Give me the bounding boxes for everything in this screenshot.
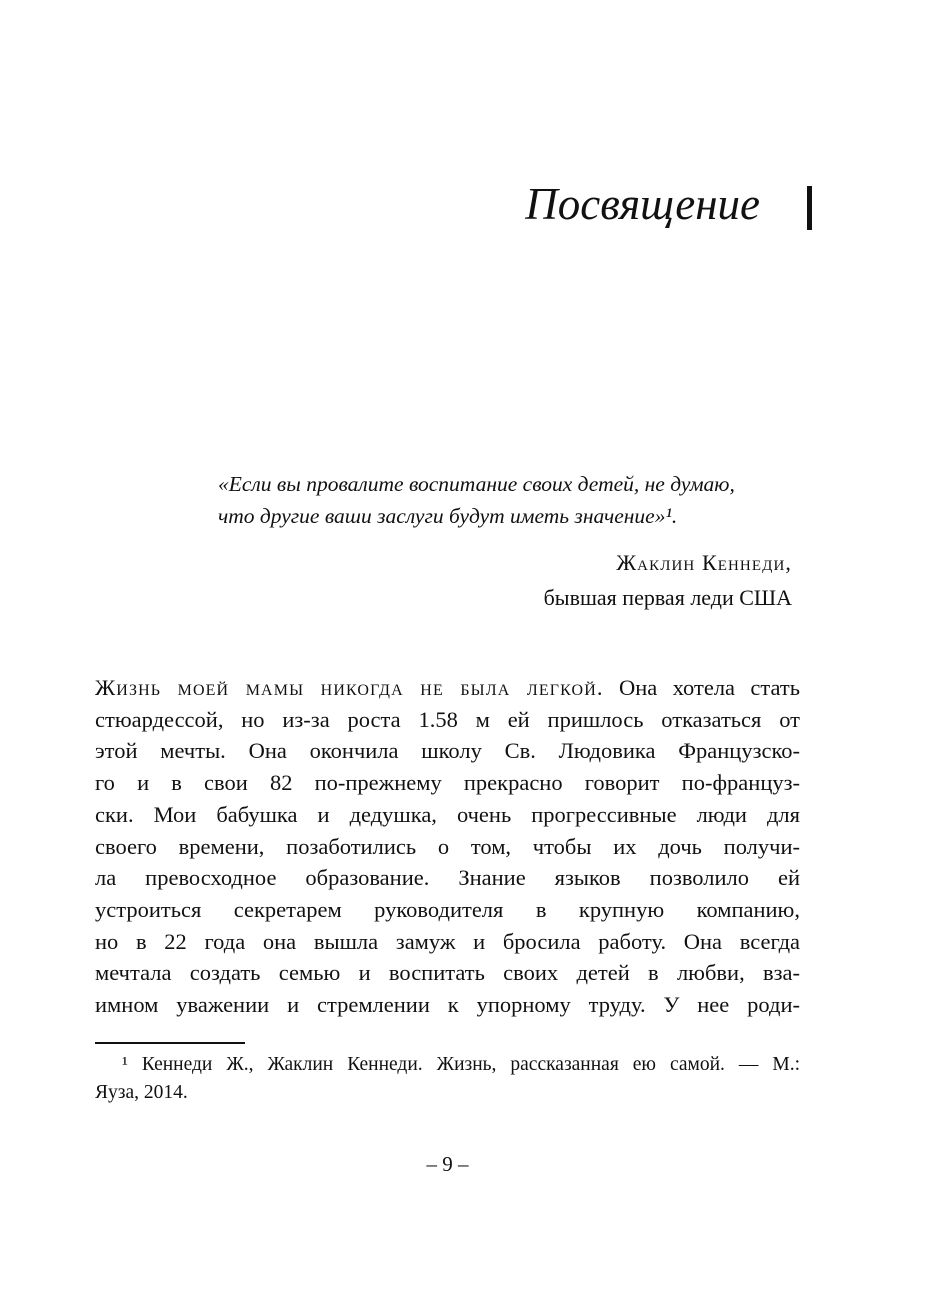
chapter-title: Посвящение [525,179,760,229]
body-line: го и в свои 82 по-прежнему прекрасно говорит по-француз- [95,770,800,796]
footnote-line: Яуза, 2014. [95,1081,188,1103]
body-line: стюардессой, но из-за роста 1.58 м ей пришлось отказаться от [95,706,800,732]
title-rule [807,186,812,230]
body-line: мечтала создать семью и воспитать своих детей в любви, вза- [95,960,800,986]
body-line: но в 22 года она вышла замуж и бросила работу. Она всегда [95,928,800,954]
page-number: – 9 – [426,1152,469,1176]
footnote-rule [95,1042,245,1044]
body-line: своего времени, позаботились о том, чтобы их дочь получи- [95,833,800,859]
epigraph-line: «Если вы провалите воспитание своих детей, не думаю, [218,472,735,496]
body-line [95,672,800,704]
body-line: этой мечты. Она окончила школу Св. Людовика Французско- [95,738,800,764]
attribution-name: Жаклин Кеннеди, [616,550,792,575]
epigraph-attribution [95,545,792,615]
body-text [95,672,800,1021]
footnote [95,1051,800,1106]
attribution-role: бывшая первая леди США [543,585,792,610]
body-line: ла превосходное образование. Знание языков позволило ей [95,865,800,891]
body-line: имном уважении и стремлении к упорному труду. У нее роди- [95,992,800,1018]
body-line: ски. Мои бабушка и дедушка, очень прогрессивные люди для [95,801,800,827]
epigraph [218,468,800,532]
epigraph-line: что другие ваши заслуги будут иметь значение»¹. [218,504,678,528]
lead-smallcaps: Жизнь моей мамы никогда не была легкой. [95,675,604,700]
lead-rest: Она хотела стать [603,675,800,700]
footnote-line: ¹ Кеннеди Ж., Жаклин Кеннеди. Жизнь, рассказанная ею самой. — М.: [122,1054,800,1075]
body-line: устроиться секретарем руководителя в крупную компанию, [95,896,800,922]
